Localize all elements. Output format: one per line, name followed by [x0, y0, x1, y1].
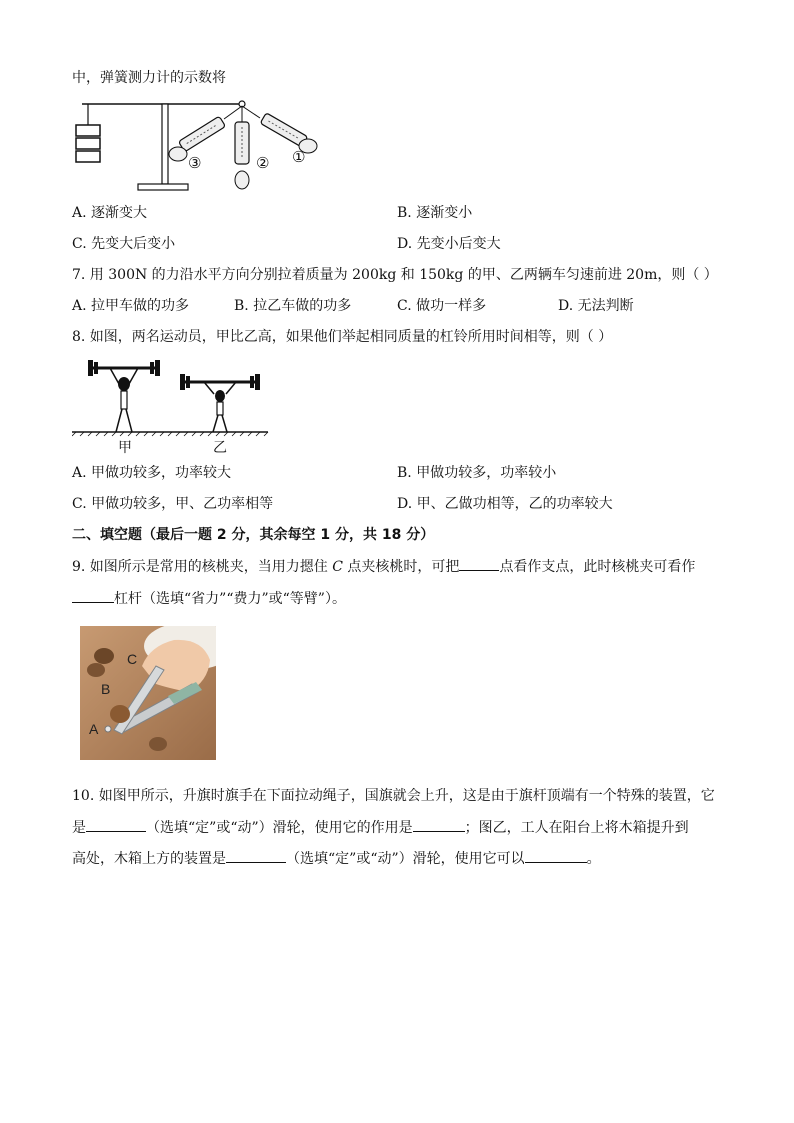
q9-blank-2[interactable] [72, 588, 114, 603]
label-2: ② [256, 154, 270, 172]
q6-option-c: C. 先变大后变小 [72, 236, 176, 252]
q8-option-a: A. 甲做功较多，功率较大 [72, 465, 232, 481]
q9-blank-1[interactable] [459, 556, 499, 571]
label-jia: 甲 [118, 440, 132, 456]
photo-label-b: B [101, 681, 111, 697]
q9-text-a: 9. 如图所示是常用的核桃夹，当用力摁住 [72, 559, 333, 575]
q9-text-c: 点看作支点，此时核桃夹可看作 [499, 559, 696, 575]
q9-point-c: C [332, 559, 343, 575]
q8-option-d: D. 甲、乙做功相等，乙的功率较大 [397, 496, 613, 512]
q7-option-b: B. 拉乙车做的功多 [234, 298, 352, 314]
q10-text-b: （选填“定”或“动”）滑轮，使用它的作用是 [146, 820, 413, 836]
photo-label-c: C [127, 651, 138, 667]
q6-option-a: A. 逐渐变大 [72, 205, 148, 221]
q6-stem-tail: 中，弹簧测力计的示数将 [72, 70, 226, 86]
q6-option-d: D. 先变小后变大 [397, 236, 501, 252]
q9-text-d: 杠杆（选填“省力”“费力”或“等臂”）。 [114, 591, 346, 607]
q10-text-c: ；图乙，工人在阳台上将木箱提升到 [464, 820, 689, 836]
q7-stem: 7. 用 300N 的力沿水平方向分别拉着质量为 200kg 和 150kg 的甲、乙两辆车匀速前进 20m，则（ ） [72, 267, 718, 283]
q6-option-b: B. 逐渐变小 [397, 205, 473, 221]
q9-line-2 [72, 588, 346, 609]
photo-label-a: A [89, 721, 99, 737]
q10-blank-2[interactable] [413, 817, 465, 832]
q10-blank-3[interactable] [226, 848, 286, 863]
q8-option-b: B. 甲做功较多，功率较小 [397, 465, 557, 481]
q10-line-2 [72, 817, 689, 838]
q10-text-a: 是 [72, 820, 86, 836]
q10-text-d: 高处，木箱上方的装置是 [72, 851, 226, 867]
q10-line-1: 10. 如图甲所示，升旗时旗手在下面拉动绳子，国旗就会上升，这是由于旗杆顶端有一个特殊的装置，它 [72, 788, 715, 804]
q8-option-c: C. 甲做功较多，甲、乙功率相等 [72, 496, 274, 512]
q9-text-b: 点夹核桃时，可把 [342, 559, 460, 575]
q6-lever-figure [72, 92, 332, 198]
q10-line-3 [72, 848, 601, 869]
q7-option-a: A. 拉甲车做的功多 [72, 298, 190, 314]
stand-base [138, 184, 188, 190]
athlete-yi [180, 374, 260, 432]
athlete-jia [88, 360, 160, 432]
q10-blank-4[interactable] [525, 848, 587, 863]
spring-scale-3 [178, 116, 225, 152]
label-1: ① [292, 148, 306, 166]
q7-option-c: C. 做功一样多 [397, 298, 487, 314]
section-title: 二、填空题（最后一题 2 分，其余每空 1 分，共 18 分） [72, 527, 435, 543]
q10-blank-1[interactable] [86, 817, 146, 832]
hand-3 [169, 147, 187, 161]
q8-weightlifters-figure [72, 354, 272, 456]
weights-stack [76, 125, 100, 162]
q9-line-1 [72, 556, 695, 577]
spring-scale-2 [235, 122, 249, 164]
q10-text-e: （选填“定”或“动”）滑轮，使用它可以 [286, 851, 525, 867]
label-yi: 乙 [213, 440, 227, 456]
q8-stem: 8. 如图，两名运动员，甲比乙高，如果他们举起相同质量的杠铃所用时间相等，则（ ） [72, 329, 613, 345]
hand-2 [235, 171, 249, 189]
q7-option-d: D. 无法判断 [558, 298, 634, 314]
stand-pole [162, 104, 168, 184]
label-3: ③ [188, 154, 202, 172]
q10-text-f: 。 [586, 851, 601, 867]
nutcracker-photo [80, 626, 216, 760]
